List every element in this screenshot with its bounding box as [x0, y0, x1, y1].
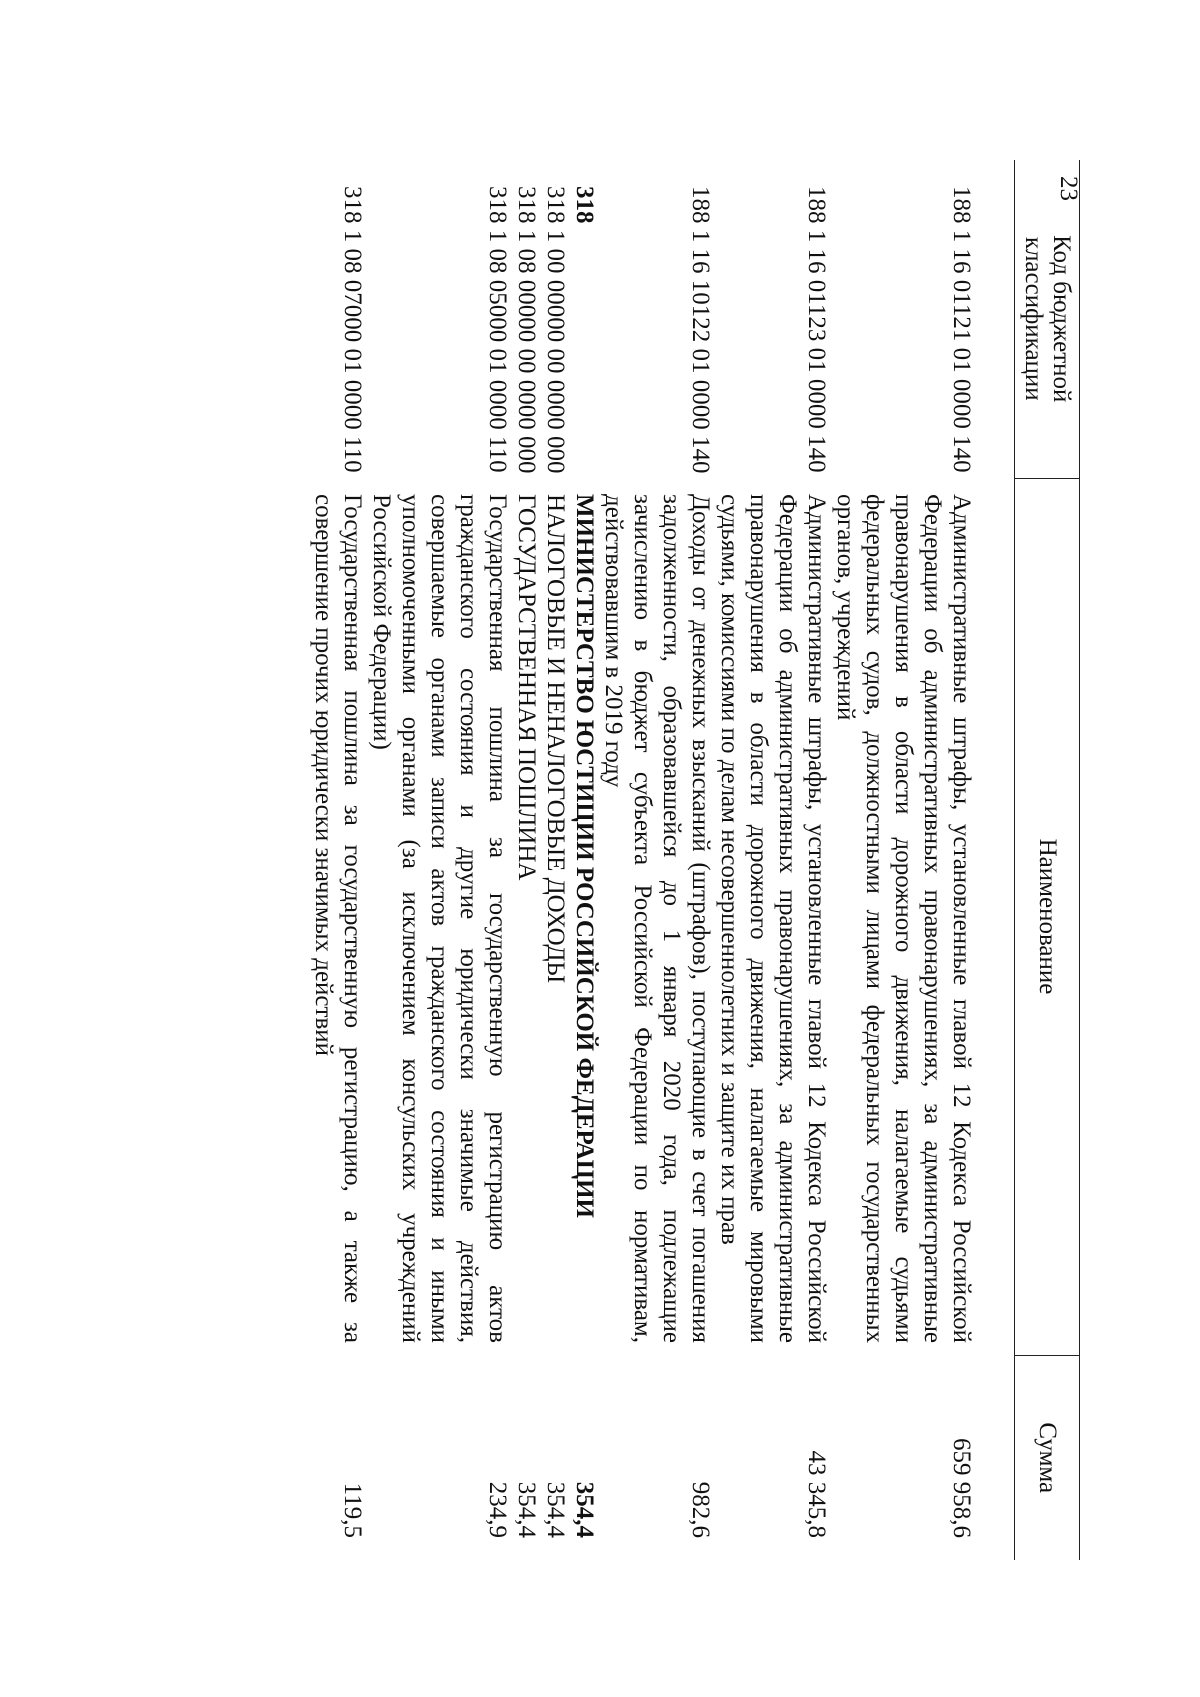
table-row: [512, 160, 541, 1560]
table-header-row: [1015, 160, 1080, 1560]
page-number: 23: [1055, 176, 1082, 201]
row-sum: 354,4: [542, 1481, 569, 1538]
row-sum: 119,5: [339, 1482, 366, 1538]
row-sum: 354,4: [513, 1481, 540, 1538]
budget-table: [309, 160, 1080, 1560]
row-code: 188 1 16 10122 01 0000 140: [687, 186, 714, 474]
header-sum: Сумма: [1015, 1355, 1080, 1560]
table-row-ministry: [570, 160, 599, 1560]
row-code: 188 1 16 01123 01 0000 140: [803, 186, 830, 473]
row-sum: 659 958,6: [948, 1438, 975, 1538]
row-sum: 43 345,8: [803, 1450, 830, 1538]
row-code: 318 1 08 05000 01 0000 110: [484, 186, 511, 473]
header-code: Код бюджетной классификации: [1015, 160, 1080, 478]
budget-table-rotated: [140, 160, 1080, 1560]
row-code: 188 1 16 01121 01 0000 140: [948, 186, 975, 473]
row-name: Государственная пошлина за государственную регистрацию актов гражданского состояния и другие юридически значимые действия, совершаемые органами записи актов гражданского состояния и иными уполномоченными органами (за исключением консульских учреждений Российской Федерации): [368, 494, 511, 1343]
row-name: Административные штрафы, установленные главой 12 Кодекса Российской Федерации об административных правонарушениях, за административные правонарушения в области дорожного движения, налагаемые мировыми судьями, комиссиями по делам несовершеннолетних и защите их прав: [716, 494, 830, 1343]
table-row: [831, 160, 1015, 1560]
row-sum: 234,9: [484, 1481, 511, 1538]
row-name: ГОСУДАРСТВЕННАЯ ПОШЛИНА: [513, 494, 540, 881]
row-code: 318 1 00 00000 00 0000 000: [542, 186, 569, 474]
row-name: МИНИСТЕРСТВО ЮСТИЦИИ РОССИЙСКОЙ ФЕДЕРАЦИИ: [571, 494, 598, 1218]
row-sum: 982,6: [687, 1481, 714, 1538]
table-row: [599, 160, 715, 1560]
table-row: [367, 160, 512, 1560]
table-row: [715, 160, 831, 1560]
row-code: 318 1 08 07000 01 0000 110: [339, 186, 366, 473]
row-name: Административные штрафы, установленные главой 12 Кодекса Российской Федерации об административных правонарушениях, за административные правонарушения в области дорожного движения, налагаемые судьями федеральных судов, должностными лицами федеральных государственных органов, учреждений: [832, 494, 975, 1343]
row-name: НАЛОГОВЫЕ И НЕНАЛОГОВЫЕ ДОХОДЫ: [542, 494, 569, 984]
row-code: 318: [571, 186, 598, 224]
table-row: [309, 160, 367, 1560]
header-name: Наименование: [1015, 478, 1080, 1355]
row-name: Государственная пошлина за государственную регистрацию, а также за совершение прочих юридически значимых действий: [310, 494, 366, 1343]
row-name: Доходы от денежных взысканий (штрафов), поступающие в счет погашения задолженности, образовавшейся до 1 января 2020 года, подлежащие зачислению в бюджет субъекта Российской Федерации по нормативам, действовавшим в 2019 году: [600, 494, 714, 1343]
row-sum: 354,4: [571, 1481, 598, 1538]
table-row: [541, 160, 570, 1560]
row-code: 318 1 08 00000 00 0000 000: [513, 186, 540, 474]
